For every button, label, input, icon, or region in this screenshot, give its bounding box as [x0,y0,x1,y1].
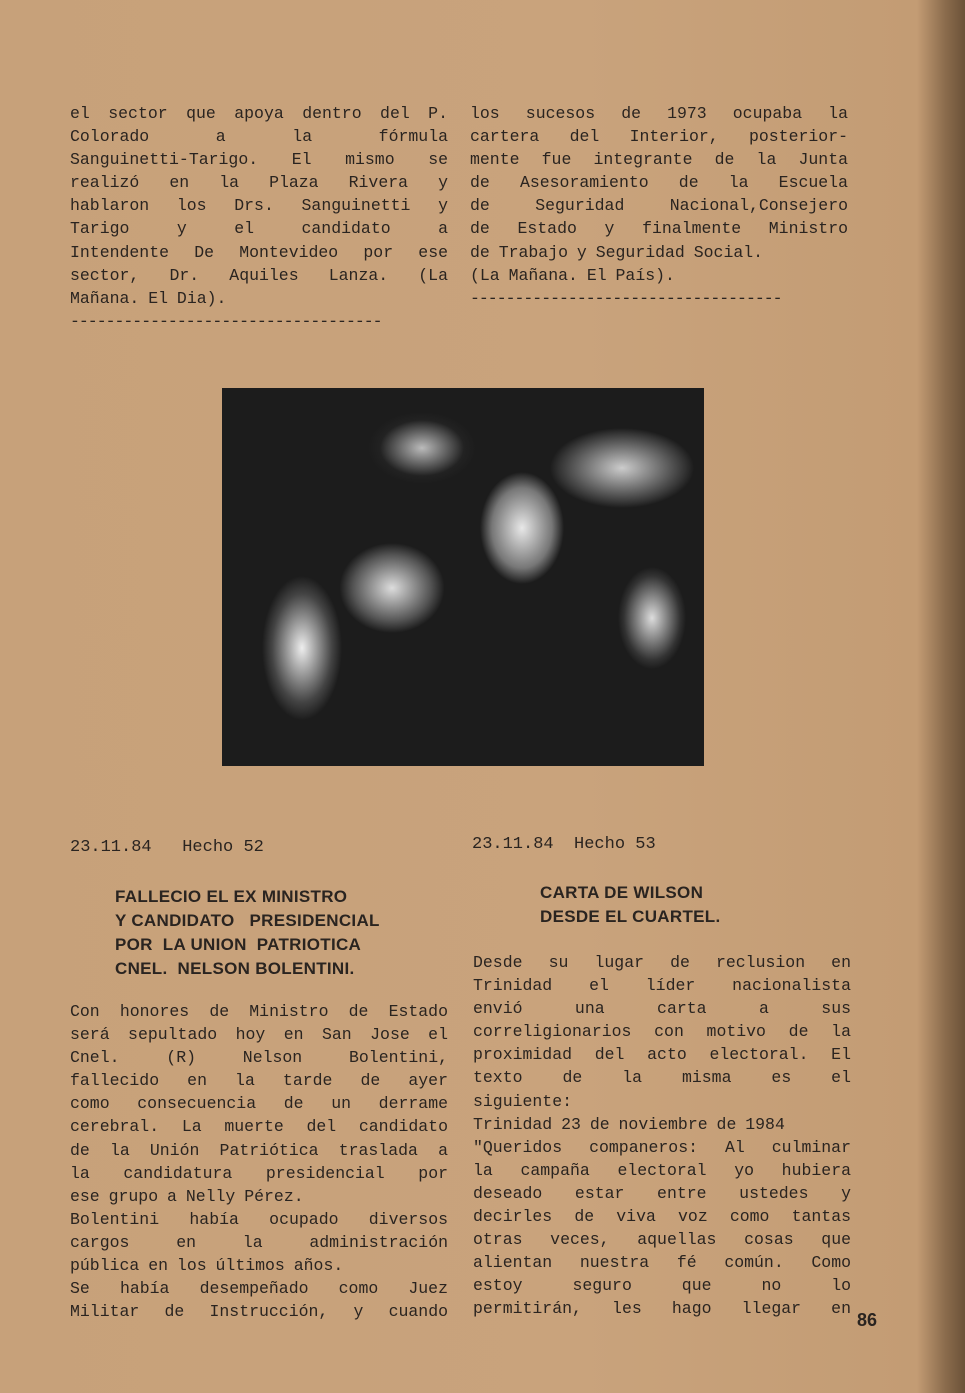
text-line: "Queridos companeros: Al culminar [473,1137,851,1157]
date: 23.11.84 [472,835,554,854]
headline-line: DESDE EL CUARTEL. [540,907,721,926]
divider-rule: ----------------------------------- [70,311,382,331]
text-line: proximidad del acto electoral. El [473,1045,851,1065]
text-line: permitirán, les hago llegar en [473,1299,851,1319]
text-line: texto de la misma es el [473,1068,851,1088]
headline-line: POR LA UNION PATRIOTICA [115,935,362,954]
right-date-line [472,835,656,854]
text-line: Mañana. El Dia). [70,288,227,308]
text-line: de Seguridad Nacional,Consejero [470,196,848,216]
text-line: Militar de Instrucción, y cuando [70,1302,448,1322]
text-line: sector, Dr. Aquiles Lanza. (La [70,265,448,285]
text-line: los sucesos de 1973 ocupaba la [470,104,848,123]
text-line: de Trabajo y Seguridad Social. [470,242,764,262]
headline-line: FALLECIO EL EX MINISTRO [115,887,348,906]
hecho-number: Hecho 53 [574,835,656,854]
text-line: otras veces, aquellas cosas que [473,1230,851,1250]
text-line: de Estado y finalmente Ministro [470,219,848,239]
text-line: hablaron los Drs. Sanguinetti y [70,196,448,216]
text-line: (La Mañana. El País). [470,265,675,285]
date: 23.11.84 [70,838,152,857]
text-line: de Asesoramiento de la Escuela [470,173,848,193]
top-right-column [470,102,848,310]
text-line: cargos en la administración [70,1232,448,1252]
text-line: mente fue integrante de la Junta [470,150,848,170]
text-line: será sepultado hoy en San Jose el [70,1025,448,1045]
text-line: ese grupo a Nelly Pérez. [70,1186,304,1206]
text-line: Colorado a la fórmula [70,127,448,147]
text-line: fallecido en la tarde de ayer [70,1071,448,1091]
text-line: Sanguinetti-Tarigo. El mismo se [70,150,448,170]
text-line: Trinidad 23 de noviembre de 1984 [473,1114,785,1134]
headline-line: Y CANDIDATO PRESIDENCIAL [115,911,380,930]
text-line: Trinidad el líder nacionalista [473,976,851,996]
text-line: deseado estar entre ustedes y [473,1183,851,1203]
text-line: Cnel. (R) Nelson Bolentini, [70,1048,448,1068]
text-line: el sector que apoya dentro del P. [70,104,448,123]
text-line: Bolentini había ocupado diversos [70,1209,448,1229]
page-number: 86 [857,1310,878,1330]
divider-rule: ----------------------------------- [470,288,782,308]
hecho-number: Hecho 52 [182,838,264,857]
left-date-line [70,838,264,857]
left-headline [115,885,415,981]
text-line: correligionarios con motivo de la [473,1022,851,1042]
left-article-body [70,1000,448,1323]
text-line: la campaña electoral yo hubiera [473,1160,851,1180]
right-article-body [473,951,851,1321]
text-line: Con honores de Ministro de Estado [70,1002,448,1021]
text-line: siguiente: [473,1091,573,1111]
text-line: realizó en la Plaza Rivera y [70,173,448,193]
text-line: decirles de viva voz como tantas [473,1207,851,1227]
text-line: cerebral. La muerte del candidato [70,1117,448,1137]
text-line: alientan nuestra fé común. Como [473,1253,851,1273]
text-line: envió una carta a sus [473,999,851,1019]
text-line: Desde su lugar de reclusion en [473,953,851,972]
text-line: Intendente De Montevideo por ese [70,242,448,262]
text-line: cartera del Interior, posterior- [470,127,848,147]
text-line: como consecuencia de un derrame [70,1094,448,1114]
top-left-column [70,102,448,333]
text-line: Tarigo y el candidato a [70,219,448,239]
headline-line: CNEL. NELSON BOLENTINI. [115,959,355,978]
text-line: Se había desempeñado como Juez [70,1279,448,1299]
right-headline [540,881,800,929]
text-line: estoy seguro que no lo [473,1276,851,1296]
crowd-photo [222,388,704,766]
text-line: de la Unión Patriótica traslada a [70,1140,448,1160]
text-line: pública en los últimos años. [70,1256,344,1276]
headline-line: CARTA DE WILSON [540,883,704,902]
text-line: la candidatura presidencial por [70,1163,448,1183]
